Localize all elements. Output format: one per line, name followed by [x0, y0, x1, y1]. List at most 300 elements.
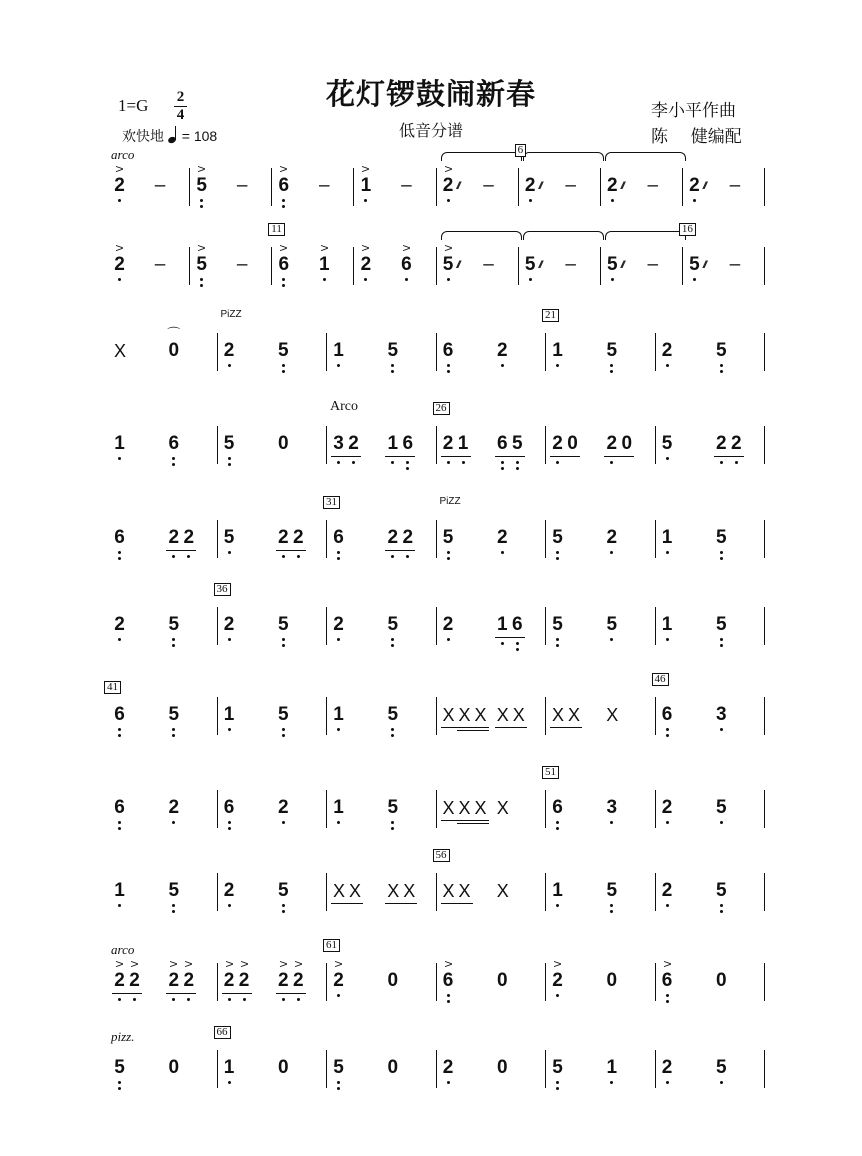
note: [222, 615, 237, 635]
octave-dot-icon: [550, 551, 565, 563]
octave-dot-icon: [222, 551, 237, 557]
measure: [655, 333, 766, 371]
octave-dot-icon: [358, 278, 373, 284]
accent-icon: >: [662, 957, 672, 971]
percussive-note: [441, 705, 457, 725]
note-text: 0: [168, 340, 180, 361]
note: [660, 434, 675, 454]
note: [495, 615, 510, 635]
underline-beam: [276, 993, 291, 994]
measure: [108, 615, 217, 639]
note: [441, 957, 456, 991]
note-text: –: [729, 175, 741, 196]
note-text: X: [458, 705, 471, 725]
beat: [327, 881, 381, 911]
note-text: 5: [552, 527, 563, 548]
note-text: 5: [606, 254, 618, 275]
beat: [491, 705, 545, 735]
beat: [491, 528, 545, 558]
note: [605, 254, 624, 275]
beat: [710, 528, 764, 558]
note-text: 2: [715, 433, 727, 454]
beat: [218, 705, 272, 735]
underline-beam: [714, 456, 729, 457]
beat: [108, 798, 162, 822]
beat: [710, 341, 764, 371]
composer-credit: 李小平作曲: [651, 101, 736, 120]
note-text: 6: [333, 527, 344, 548]
note-text: 1: [114, 880, 125, 901]
octave-dot-icon: [127, 998, 142, 1004]
note-text: 5: [715, 797, 727, 818]
fermata-icon: ⌒: [167, 326, 181, 341]
beat: [218, 798, 272, 828]
note: [660, 957, 675, 991]
sustain-dash: [235, 255, 250, 275]
measure: [436, 697, 546, 735]
tremolo-icon: ///: [620, 181, 624, 192]
note-text: 6: [661, 704, 673, 725]
measure: [107, 681, 217, 729]
measure: [108, 528, 217, 552]
measure: [217, 873, 327, 911]
measure: [436, 1050, 546, 1088]
beat: [381, 615, 435, 645]
beat: [600, 1058, 654, 1088]
note-text: 2: [114, 254, 125, 275]
underline-beam: [400, 550, 415, 551]
underline-beam: [441, 456, 456, 457]
note: [358, 162, 373, 196]
beat: [327, 434, 381, 464]
time-signature-top: 2: [176, 89, 185, 105]
note-text: 2: [442, 433, 454, 454]
note-text: 5: [715, 1057, 727, 1078]
percussive-note: [441, 798, 457, 818]
octave-dot-icon: [166, 821, 181, 827]
octave-dot-icon: [441, 278, 456, 284]
beat: [546, 1058, 600, 1088]
sustain-dash: [317, 176, 332, 196]
note-text: 3: [606, 797, 618, 818]
beat: [710, 971, 764, 1001]
note: [495, 434, 510, 454]
note-text: 2: [552, 433, 563, 454]
underline-beam: [457, 823, 473, 824]
score-row: [108, 1026, 765, 1082]
measure: [436, 607, 546, 645]
underline-beam: [385, 456, 400, 457]
note-text: 2: [730, 433, 742, 454]
note-text: –: [319, 175, 330, 196]
octave-dot-icon: [550, 994, 565, 1000]
percussive-note: [604, 705, 620, 725]
beat: [656, 341, 710, 371]
rehearsal-marker: 11: [268, 223, 285, 236]
note-text: 0: [715, 970, 727, 991]
measure: [326, 939, 436, 1001]
measure: [353, 241, 435, 285]
underline-beam: [181, 993, 196, 994]
note-text: 5: [114, 1057, 125, 1078]
tremolo-icon: ///: [538, 181, 541, 192]
measure: [108, 434, 217, 458]
note: [166, 957, 181, 991]
beat: [656, 798, 710, 828]
octave-dot-icon: [112, 278, 127, 284]
note-text: 2: [114, 175, 125, 196]
tremolo-icon: ///: [456, 181, 459, 192]
beat: [218, 881, 272, 911]
note-text: 5: [552, 1057, 563, 1078]
note-text: –: [729, 254, 741, 275]
note: [495, 341, 510, 361]
beat: [381, 971, 435, 1001]
note-text: 2: [606, 527, 618, 548]
accent-icon: >: [361, 241, 371, 255]
percussive-note: [457, 705, 473, 725]
octave-dot-icon: [550, 461, 565, 467]
measure: [655, 957, 766, 1001]
measure: [217, 697, 327, 735]
note-text: 5: [715, 340, 727, 361]
note-text: 1: [552, 340, 563, 361]
measure: [108, 241, 189, 279]
underline-beam: [441, 820, 457, 821]
octave-dot-icon: [495, 364, 510, 370]
octave-dot-icon: [291, 555, 306, 561]
beat: [437, 615, 491, 645]
octave-dot-icon: [276, 555, 291, 561]
underline-beam: [550, 456, 565, 457]
underline-beam: [495, 456, 510, 457]
note: [604, 528, 619, 548]
note-text: 1: [661, 614, 673, 635]
octave-dot-icon: [112, 728, 127, 740]
beat: [656, 528, 710, 558]
percussive-note: [457, 881, 473, 901]
octave-dot-icon: [604, 461, 619, 467]
note-text: 5: [223, 433, 235, 454]
note-text: X: [403, 881, 416, 901]
measure: [545, 766, 655, 828]
score-title: 花灯锣鼓闹新春: [325, 77, 536, 111]
note-text: X: [474, 705, 487, 725]
note-text: 5: [715, 880, 727, 901]
beat: [272, 881, 326, 911]
note-text: 5: [387, 704, 399, 725]
beat: [546, 798, 600, 828]
expression-text: arco: [111, 942, 135, 957]
octave-dot-icon: [276, 904, 291, 916]
note: [660, 881, 675, 901]
octave-dot-icon: [331, 994, 346, 1000]
underline-beam: [166, 993, 181, 994]
octave-dot-icon: [729, 461, 744, 467]
octave-dot-icon: [495, 551, 510, 557]
octave-dot-icon: [714, 551, 729, 563]
measure: [545, 697, 655, 735]
note-text: 2: [183, 527, 195, 548]
octave-dot-icon: [276, 278, 291, 290]
note-text: 2: [114, 614, 125, 635]
underline-beam: [457, 820, 473, 821]
underline-beam: [385, 550, 400, 551]
beat: [546, 881, 600, 911]
beat: [272, 705, 326, 735]
percussive-note: [457, 798, 473, 818]
measure: [654, 673, 766, 735]
octave-dot-icon: [660, 994, 675, 1006]
score-row: [108, 496, 765, 552]
rehearsal-marker: 21: [542, 309, 559, 322]
note-text: –: [647, 254, 659, 275]
measure: [436, 162, 518, 206]
note: [166, 881, 181, 901]
measure: [436, 790, 546, 828]
beat: [231, 255, 272, 285]
tempo-text: 欢快地: [122, 128, 164, 144]
accent-icon: >: [279, 957, 288, 971]
accent-icon: >: [184, 957, 193, 971]
octave-dot-icon: [687, 199, 702, 205]
expression-text: pizz.: [111, 1029, 135, 1044]
note: [495, 971, 510, 991]
note-text: 5: [387, 797, 399, 818]
octave-dot-icon: [112, 821, 127, 833]
beat: [710, 705, 764, 735]
rehearsal-marker: 66: [214, 1026, 231, 1039]
accent-icon: >: [443, 241, 453, 255]
percussive-note: [511, 705, 527, 725]
beat: [381, 1058, 435, 1088]
measure: [326, 496, 436, 558]
octave-dot-icon: [276, 998, 291, 1004]
note-text: 2: [496, 527, 508, 548]
score-row: [108, 849, 765, 905]
octave-dot-icon: [222, 998, 237, 1004]
beat: [656, 615, 710, 645]
beat: [437, 1058, 491, 1088]
beat: [162, 957, 216, 995]
beat: [108, 615, 162, 639]
measure: [326, 607, 436, 645]
note: [166, 798, 181, 818]
note: [385, 798, 400, 818]
measure: [545, 957, 655, 1001]
note-text: 6: [402, 433, 414, 454]
note-text: 5: [277, 340, 289, 361]
tremolo-icon: ///: [702, 181, 706, 192]
measure: [108, 881, 217, 905]
note-text: 6: [223, 797, 235, 818]
beat: [600, 881, 654, 911]
percussive-note: [495, 881, 511, 901]
note-text: 2: [168, 527, 180, 548]
note: [550, 957, 565, 991]
beat: [600, 705, 654, 735]
octave-dot-icon: [166, 555, 181, 561]
note-text: –: [154, 254, 166, 275]
note-text: 6: [114, 527, 125, 548]
sustain-dash: [563, 176, 578, 196]
octave-dot-icon: [276, 364, 291, 376]
note: [358, 241, 373, 275]
measure: [189, 162, 271, 206]
note: [331, 957, 346, 991]
note: [605, 175, 624, 196]
rehearsal-marker: 6: [515, 144, 527, 157]
note: [276, 881, 291, 901]
octave-dot-icon: [604, 821, 619, 827]
note-text: 2: [661, 880, 673, 901]
note-text: X: [114, 341, 127, 361]
beat: [559, 255, 600, 285]
beat: [218, 341, 272, 371]
note: [687, 254, 706, 275]
octave-dot-icon: [441, 638, 456, 644]
note-text: 1: [114, 433, 125, 454]
note: [604, 1058, 619, 1078]
measure: [353, 162, 435, 206]
underline-beam: [331, 903, 347, 904]
note-text: 2: [442, 1057, 454, 1078]
note: [399, 241, 414, 275]
note: [550, 528, 565, 548]
underline-beam: [401, 903, 417, 904]
note: [276, 528, 291, 548]
accent-icon: >: [443, 162, 453, 176]
sustain-dash: [645, 255, 660, 275]
rehearsal-marker: 26: [433, 402, 450, 415]
note-text: 2: [661, 340, 673, 361]
note: [112, 798, 127, 818]
measure: [436, 333, 546, 371]
note-text: 5: [277, 704, 289, 725]
octave-dot-icon: [112, 1081, 127, 1093]
octave-dot-icon: [550, 904, 565, 910]
note: [112, 957, 127, 991]
note-text: 6: [442, 970, 454, 991]
measure: [655, 607, 766, 645]
note-text: 5: [511, 433, 523, 454]
note: [550, 798, 565, 818]
beat: [327, 528, 381, 558]
octave-dot-icon: [660, 638, 675, 644]
note: [166, 528, 181, 548]
beat: [190, 241, 231, 285]
note-text: 2: [238, 970, 250, 991]
percussive-note: [566, 705, 582, 725]
note: [385, 341, 400, 361]
beat: [491, 434, 545, 464]
underline-beam: [222, 993, 237, 994]
beat: [108, 957, 162, 995]
note-text: 6: [442, 340, 454, 361]
note: [194, 162, 209, 196]
octave-dot-icon: [714, 1081, 729, 1087]
note-text: X: [442, 881, 455, 901]
octave-dot-icon: [276, 638, 291, 650]
arranger-credit: 陈 健编配: [651, 127, 742, 146]
octave-dot-icon: [331, 461, 346, 467]
measure: [545, 873, 655, 911]
note: [550, 881, 565, 901]
beat: [600, 798, 654, 828]
note: [276, 434, 291, 454]
note: [317, 241, 332, 275]
note: [112, 705, 127, 725]
note: [331, 528, 346, 548]
beat: [437, 705, 491, 735]
octave-dot-icon: [550, 364, 565, 370]
note-text: 1: [360, 175, 372, 196]
note-text: X: [606, 705, 619, 725]
octave-dot-icon: [112, 199, 127, 205]
note-text: 2: [168, 970, 180, 991]
note-text: 0: [277, 1057, 289, 1078]
note: [385, 615, 400, 635]
note: [495, 528, 510, 548]
percussive-note: [401, 881, 417, 901]
note: [194, 241, 209, 275]
underline-beam: [237, 993, 252, 994]
octave-dot-icon: [441, 1081, 456, 1087]
octave-dot-icon: [399, 278, 414, 284]
measure: [108, 1029, 217, 1082]
note: [400, 528, 415, 548]
octave-dot-icon: [112, 638, 127, 644]
underline-beam: [457, 727, 473, 728]
octave-dot-icon: [222, 457, 237, 469]
sustain-dash: [645, 176, 660, 196]
note-text: 1: [223, 1057, 235, 1078]
beat: [272, 434, 326, 464]
beat: [491, 615, 545, 645]
note: [714, 798, 729, 818]
accent-icon: >: [443, 957, 453, 971]
measure: [655, 873, 766, 911]
octave-dot-icon: [222, 904, 237, 910]
beat: [218, 434, 272, 464]
octave-dot-icon: [660, 457, 675, 463]
score-row: [108, 583, 765, 639]
beat: [600, 341, 654, 371]
note-text: 2: [552, 970, 563, 991]
note: [604, 341, 619, 361]
octave-dot-icon: [660, 551, 675, 557]
score-row: [108, 144, 765, 200]
beat: [710, 615, 764, 645]
octave-dot-icon: [222, 821, 237, 833]
note: [222, 341, 237, 361]
beat: [491, 341, 545, 371]
note-text: 5: [277, 880, 289, 901]
beat: [641, 255, 682, 285]
note: [510, 434, 525, 454]
note-text: 0: [277, 433, 289, 454]
note-text: 2: [606, 175, 618, 196]
tie-slur: [605, 152, 686, 161]
beat: [477, 176, 518, 206]
beat: [162, 705, 216, 729]
measure: [655, 426, 766, 464]
beat: [272, 798, 326, 828]
note-text: X: [458, 798, 471, 818]
note-text: 6: [114, 704, 125, 725]
octave-dot-icon: [112, 998, 127, 1004]
note-text: 5: [524, 254, 536, 275]
